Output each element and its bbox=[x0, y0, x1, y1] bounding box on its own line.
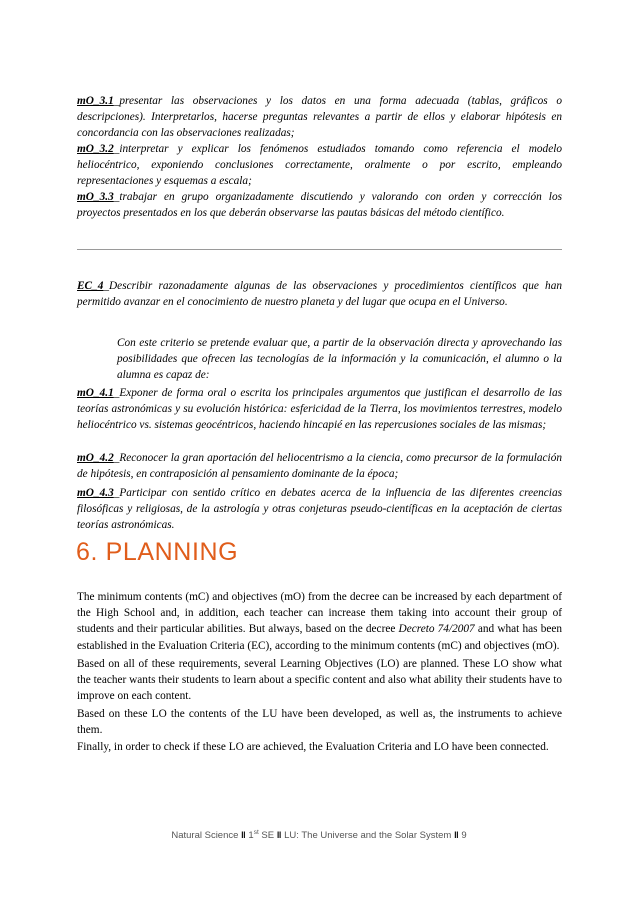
decree-reference: Decreto 74/2007 bbox=[398, 623, 475, 636]
objective-code: mO_3.1 bbox=[77, 95, 114, 108]
objective-text: _presentar las observaciones y los datos en una forma adecuada (tablas, gráficos o descripciones). Interpretarlos, hacerse preguntas relevantes a partir de ellos y elaborar hipótesis en concordancia con las observaciones realizadas; bbox=[77, 95, 562, 140]
criterion-EC-4 bbox=[77, 278, 562, 310]
objective-mO-3-1 bbox=[77, 93, 562, 141]
paragraph-text: and what has been established in the Evaluation Criteria (EC), according to the minimum contents (mC) and objectives (mO). bbox=[77, 623, 563, 652]
objective-text: _interpretar y explicar los fenómenos estudiados tomando como referencia el modelo heliocéntrico, exponiendo conclusiones correctamente, oralmente o por escrito, empleando representaciones y esquemas a escala; bbox=[77, 143, 562, 188]
footer-level-suffix: st bbox=[253, 828, 259, 836]
planning-paragraph-1 bbox=[77, 589, 562, 653]
objective-text: _Exponer de forma oral o escrita los principales argumentos que justifican el desarrollo de las teorías astronómicas y su evolución histórica: esfericidad de la Tierra, los movimientos terrestres, modelo heliocéntrico vs. sistemas geocéntricos, haciendo hincapié en las repercusiones sociales de las mismas; bbox=[77, 387, 562, 432]
page-number: 9 bbox=[461, 830, 467, 841]
criterion-note: Con este criterio se pretende evaluar que, a partir de la observación directa y aprovechando las posibilidades que ofrecen las tecnologías de la información y la comunicación, el alumno o la alumna es capaz de: bbox=[117, 337, 562, 382]
footer-unit: LU: The Universe and the Solar System bbox=[284, 830, 452, 841]
criterion-text: _Describir razonadamente algunas de las observaciones y procedimientos científicos que han permitido avanzar en el conocimiento de nuestro planeta y del lugar que ocupa en el Universo. bbox=[77, 280, 562, 309]
paragraph-text: The minimum contents (mC) and objectives (mO) from the decree can be increased by each department of the High School and, in addition, each teacher can increase them taking into account their group of students and their particular abilities. But always, based on the decree bbox=[77, 591, 562, 636]
footer-level-number: 1 bbox=[248, 830, 254, 841]
objective-code: mO_4.2 bbox=[77, 452, 114, 465]
footer-separator: ‖ bbox=[453, 830, 459, 841]
planning-paragraph-3: Based on these LO the contents of the LU have been developed, as well as, the instruments to achieve them. bbox=[77, 708, 562, 737]
criterion-code: EC_4 bbox=[77, 280, 104, 293]
objective-mO-3-3 bbox=[77, 189, 562, 221]
objective-mO-4-3 bbox=[77, 485, 562, 533]
planning-paragraph-2: Based on all of these requirements, several Learning Objectives (LO) are planned. These LO show what the teacher wants their students to learn about a specific content and also what ability their students have to improve on each content. bbox=[77, 658, 562, 703]
objective-text: _Participar con sentido crítico en debates acerca de la influencia de las diferentes creencias filosóficas y religiosas, de la astrología y otras conjeturas pseudo-científicas en la aceptación de ciertas teorías astronómicas. bbox=[77, 487, 562, 532]
objective-mO-4-1 bbox=[77, 385, 562, 433]
page-footer bbox=[0, 829, 638, 843]
footer-subject: Natural Science bbox=[171, 830, 239, 841]
footer-level-name: SE bbox=[258, 830, 275, 841]
footer-separator: ‖ bbox=[241, 830, 246, 841]
objective-text: _Reconocer la gran aportación del heliocentrismo a la ciencia, como precursor de la formulación de hipótesis, en contraposición al pensamiento dominante de la época; bbox=[77, 452, 562, 481]
footer-level bbox=[248, 830, 274, 841]
section-divider bbox=[77, 249, 562, 250]
objective-mO-3-2 bbox=[77, 141, 562, 189]
objective-code: mO_4.1 bbox=[77, 387, 114, 400]
footer-separator: ‖ bbox=[276, 830, 282, 841]
section-heading: 6. PLANNING bbox=[76, 538, 239, 566]
planning-paragraph-4: Finally, in order to check if these LO are achieved, the Evaluation Criteria and LO have been connected. bbox=[77, 741, 549, 754]
objective-text: _trabajar en grupo organizadamente discutiendo y valorando con orden y corrección los proyectos presentados en los que deberán observarse las pautas básicas del método científico. bbox=[77, 191, 562, 220]
objective-code: mO_3.3 bbox=[77, 191, 114, 204]
objective-code: mO_3.2 bbox=[77, 143, 114, 156]
objective-mO-4-2 bbox=[77, 450, 562, 482]
objective-code: mO_4.3 bbox=[77, 487, 114, 500]
